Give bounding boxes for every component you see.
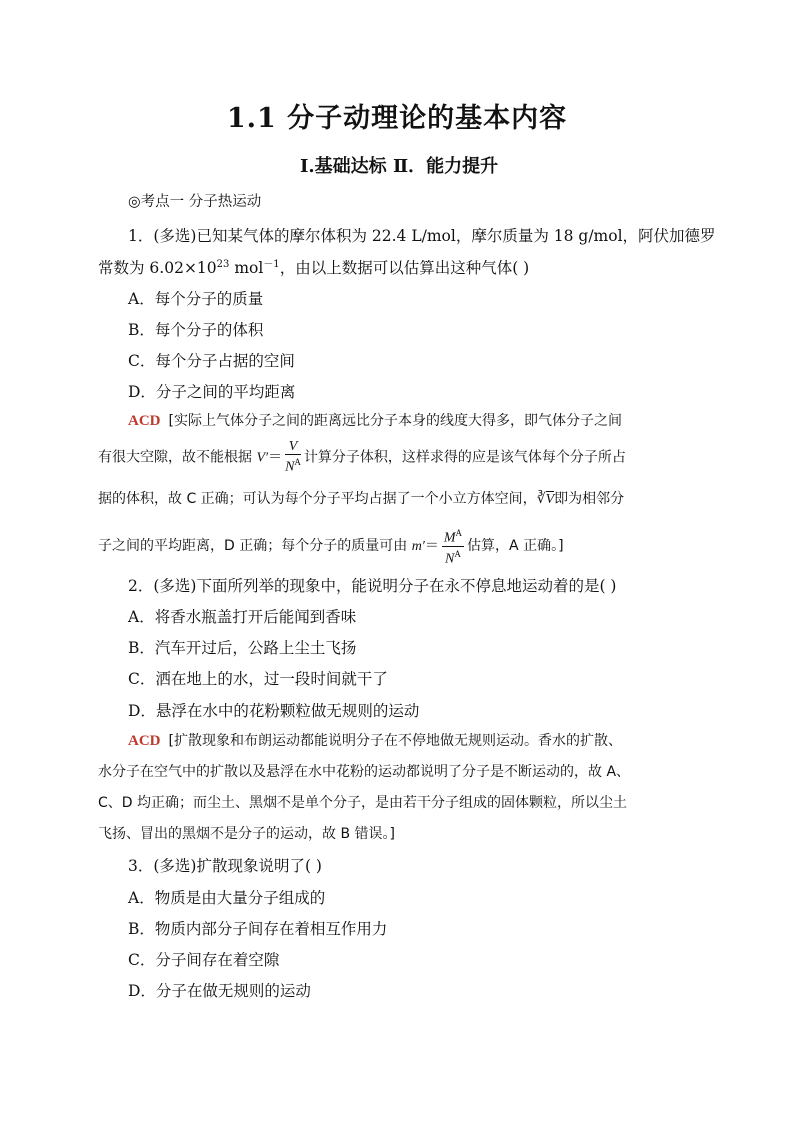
question-3-option-d: D．分子在做无规则的运动 (128, 982, 311, 1000)
question-2-option-c: C．洒在地上的水，过一段时间就干了 (128, 670, 388, 688)
question-3-option-c: C．分子间存在着空隙 (128, 951, 280, 969)
question-1-answer: ACD (128, 413, 161, 429)
question-2-explanation-line4: 飞扬、冒出的黑烟不是分子的运动，故 B 错误。] (98, 826, 395, 842)
question-1-stem-line1: 1．(多选)已知某气体的摩尔体积为 22.4 L/mol，摩尔质量为 18 g/mol，阿伏加德罗 (128, 227, 716, 245)
question-3-option-b: B．物质内部分子间存在着相互作用力 (128, 920, 388, 938)
question-1-option-d: D．分子之间的平均距离 (128, 383, 296, 401)
question-1-explanation-line2: 有很大空隙，故不能根据 V′＝ $\frac{V}{N^A}$ 计算分子体积，这样求得的应是该气体每个分子所占 (98, 439, 626, 475)
question-3-option-a: A．物质是由大量分子组成的 (128, 889, 326, 907)
question-2-option-a: A．将香水瓶盖打开后能闻到香味 (128, 608, 357, 626)
question-2-explanation-line3: C、D 均正确；而尘土、黑烟不是单个分子，是由若干分子组成的固体颗粒，所以尘土 (98, 795, 628, 811)
question-1-option-b: B．每个分子的体积 (128, 321, 264, 339)
question-2-option-b: B．汽车开过后，公路上尘土飞扬 (128, 639, 357, 657)
question-2-explanation-line1: ACD [扩散现象和布朗运动都能说明分子在不停地做无规则运动。香水的扩散、 (128, 733, 622, 749)
question-1-explanation-line4: 子之间的平均距离，D 正确；每个分子的质量可由 m′＝ $\frac{M^A}{N^A}$ 估算，A 正确。] (98, 528, 564, 567)
section-heading: ◎考点一 分子热运动 (128, 194, 262, 210)
question-3-stem: 3．(多选)扩散现象说明了( ) (128, 857, 322, 875)
formula-fraction: $\frac{V}{N^A}$ (285, 439, 301, 475)
page-subtitle: Ⅰ.基础达标 Ⅱ．能力提升 (300, 156, 499, 177)
page-title: 1.1 分子动理论的基本内容 (226, 103, 568, 134)
formula-fraction: $\frac{M^A}{N^A}$ (443, 528, 463, 567)
question-2-stem: 2．(多选)下面所列举的现象中，能说明分子在永不停息地运动着的是( ) (128, 577, 617, 595)
question-1-option-c: C．每个分子占据的空间 (128, 352, 295, 370)
question-2-explanation-line2: 水分子在空气中的扩散以及悬浮在水中花粉的运动都说明了分子是不断运动的，故 A、 (98, 764, 631, 780)
question-2-answer: ACD (128, 733, 161, 749)
question-2-option-d: D．悬浮在水中的花粉颗粒做无规则的运动 (128, 702, 420, 720)
question-1-explanation-line1: ACD [实际上气体分子之间的距离远比分子本身的线度大得多，即气体分子之间 (128, 413, 622, 429)
question-1-stem-line2: 常数为 $6.02\times 10^{23}$ mol$^{-1}$，由以上数据可以估算出这种气体( ) (98, 259, 530, 278)
question-1-option-a: A．每个分子的质量 (128, 290, 264, 308)
question-1-explanation-line3: 据的体积，故 C 正确；可认为每个分子平均占据了一个小立方体空间，∛V即为相邻分 (98, 491, 625, 507)
